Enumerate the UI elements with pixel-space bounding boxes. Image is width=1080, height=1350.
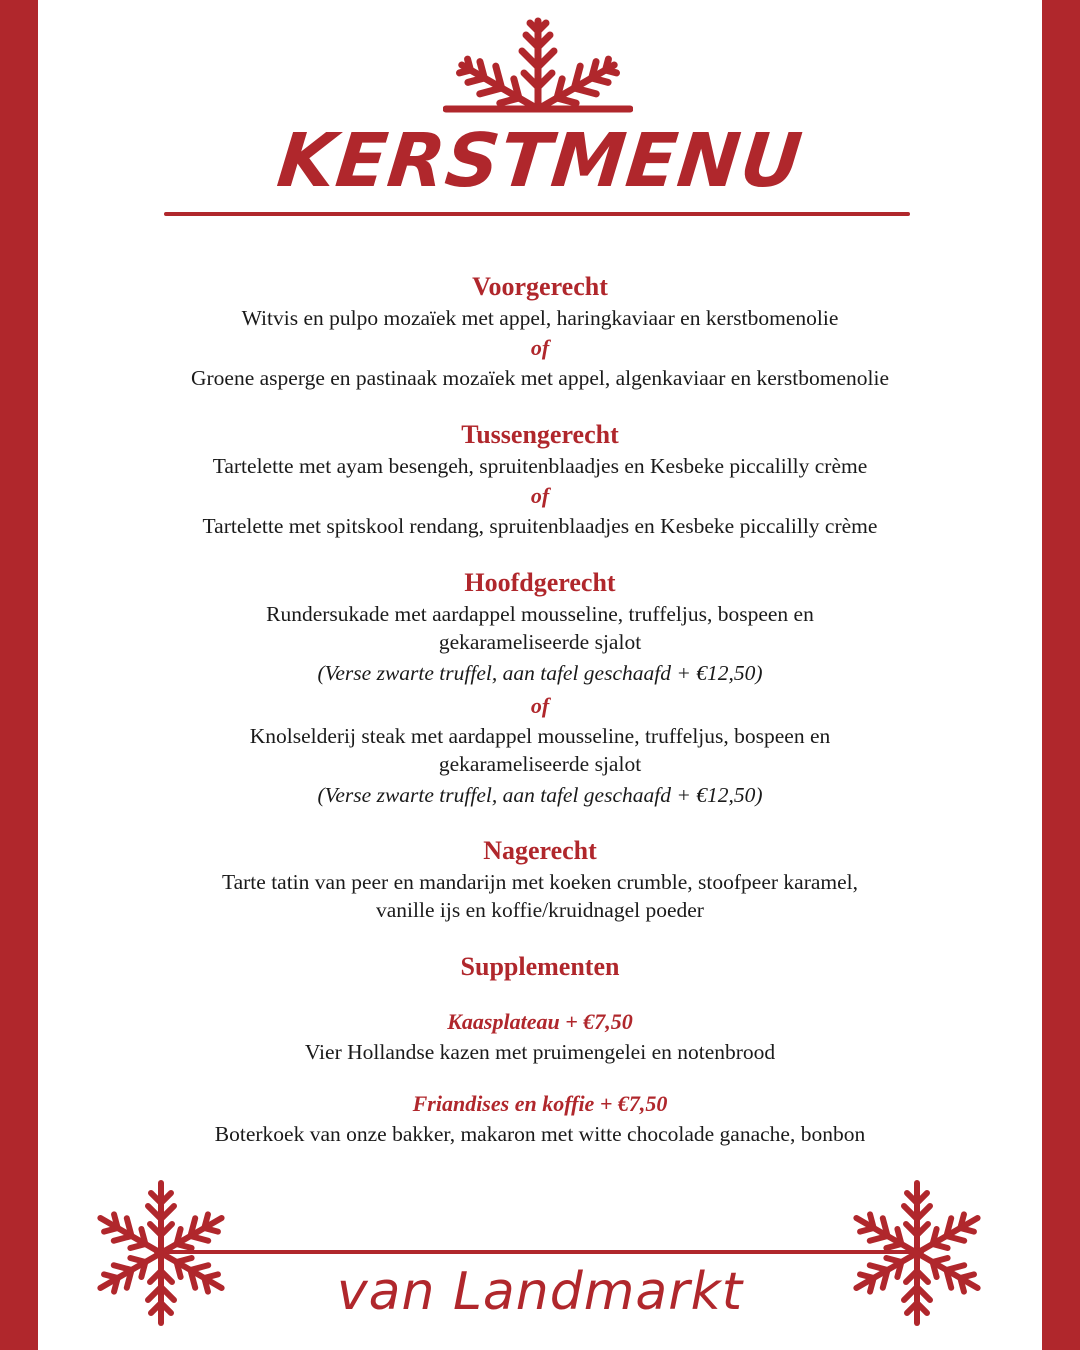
right-border — [1042, 0, 1080, 1350]
dish-text: Vier Hollandse kazen met pruimengelei en notenbrood — [304, 1040, 776, 1064]
brand-logo: van Landmarkt — [336, 1262, 744, 1322]
dish-text: Knolselderij steak met aardappel mousseline, truffeljus, bospeen en — [249, 724, 831, 748]
dish-text: gekarameliseerde sjalot — [438, 630, 642, 654]
section-hoofdgerecht — [38, 566, 1042, 812]
supplement-note: (Verse zwarte truffel, aan tafel geschaafd + €12,50) — [317, 783, 763, 807]
or-separator: of — [530, 335, 550, 360]
menu-title: KERSTMENU — [273, 118, 807, 204]
or-separator: of — [530, 693, 550, 718]
section-heading: Supplementen — [460, 952, 620, 981]
footer-divider — [154, 1250, 924, 1254]
section-tussengerecht — [38, 418, 1042, 540]
menu-card — [38, 0, 1042, 1350]
dish-text: Witvis en pulpo mozaïek met appel, haringkaviaar en kerstbomenolie — [241, 306, 839, 330]
dish-text: gekarameliseerde sjalot — [438, 752, 642, 776]
menu-content — [38, 270, 1042, 1148]
section-heading: Nagerecht — [483, 836, 597, 865]
section-heading: Hoofdgerecht — [464, 568, 616, 597]
or-separator: of — [530, 483, 550, 508]
section-heading: Tussengerecht — [461, 420, 619, 449]
section-heading: Voorgerecht — [472, 272, 608, 301]
dish-text: vanille ijs en koffie/kruidnagel poeder — [376, 898, 704, 922]
dish-text: Boterkoek van onze bakker, makaron met witte chocolade ganache, bonbon — [214, 1122, 866, 1146]
dish-text: Tarte tatin van peer en mandarijn met koeken crumble, stoofpeer karamel, — [221, 870, 859, 894]
left-border — [0, 0, 38, 1350]
dish-text: Tartelette met ayam besengeh, spruitenblaadjes en Kesbeke piccalilly crème — [212, 454, 868, 478]
section-voorgerecht — [38, 270, 1042, 392]
dish-text: Groene asperge en pastinaak mozaïek met appel, algenkaviaar en kerstbomenolie — [190, 366, 890, 390]
section-nagerecht — [38, 834, 1042, 924]
supplement-title: Friandises en koffie + €7,50 — [412, 1091, 668, 1116]
snowflake-half-icon — [443, 14, 633, 114]
dish-text: Rundersukade met aardappel mousseline, truffeljus, bospeen en — [266, 602, 814, 626]
title-divider — [164, 212, 910, 216]
section-supplementen — [38, 950, 1042, 1148]
supplement-note: (Verse zwarte truffel, aan tafel geschaafd + €12,50) — [317, 661, 763, 685]
supplement-title: Kaasplateau + €7,50 — [447, 1009, 633, 1034]
dish-text: Tartelette met spitskool rendang, spruitenblaadjes en Kesbeke piccalilly crème — [202, 514, 878, 538]
